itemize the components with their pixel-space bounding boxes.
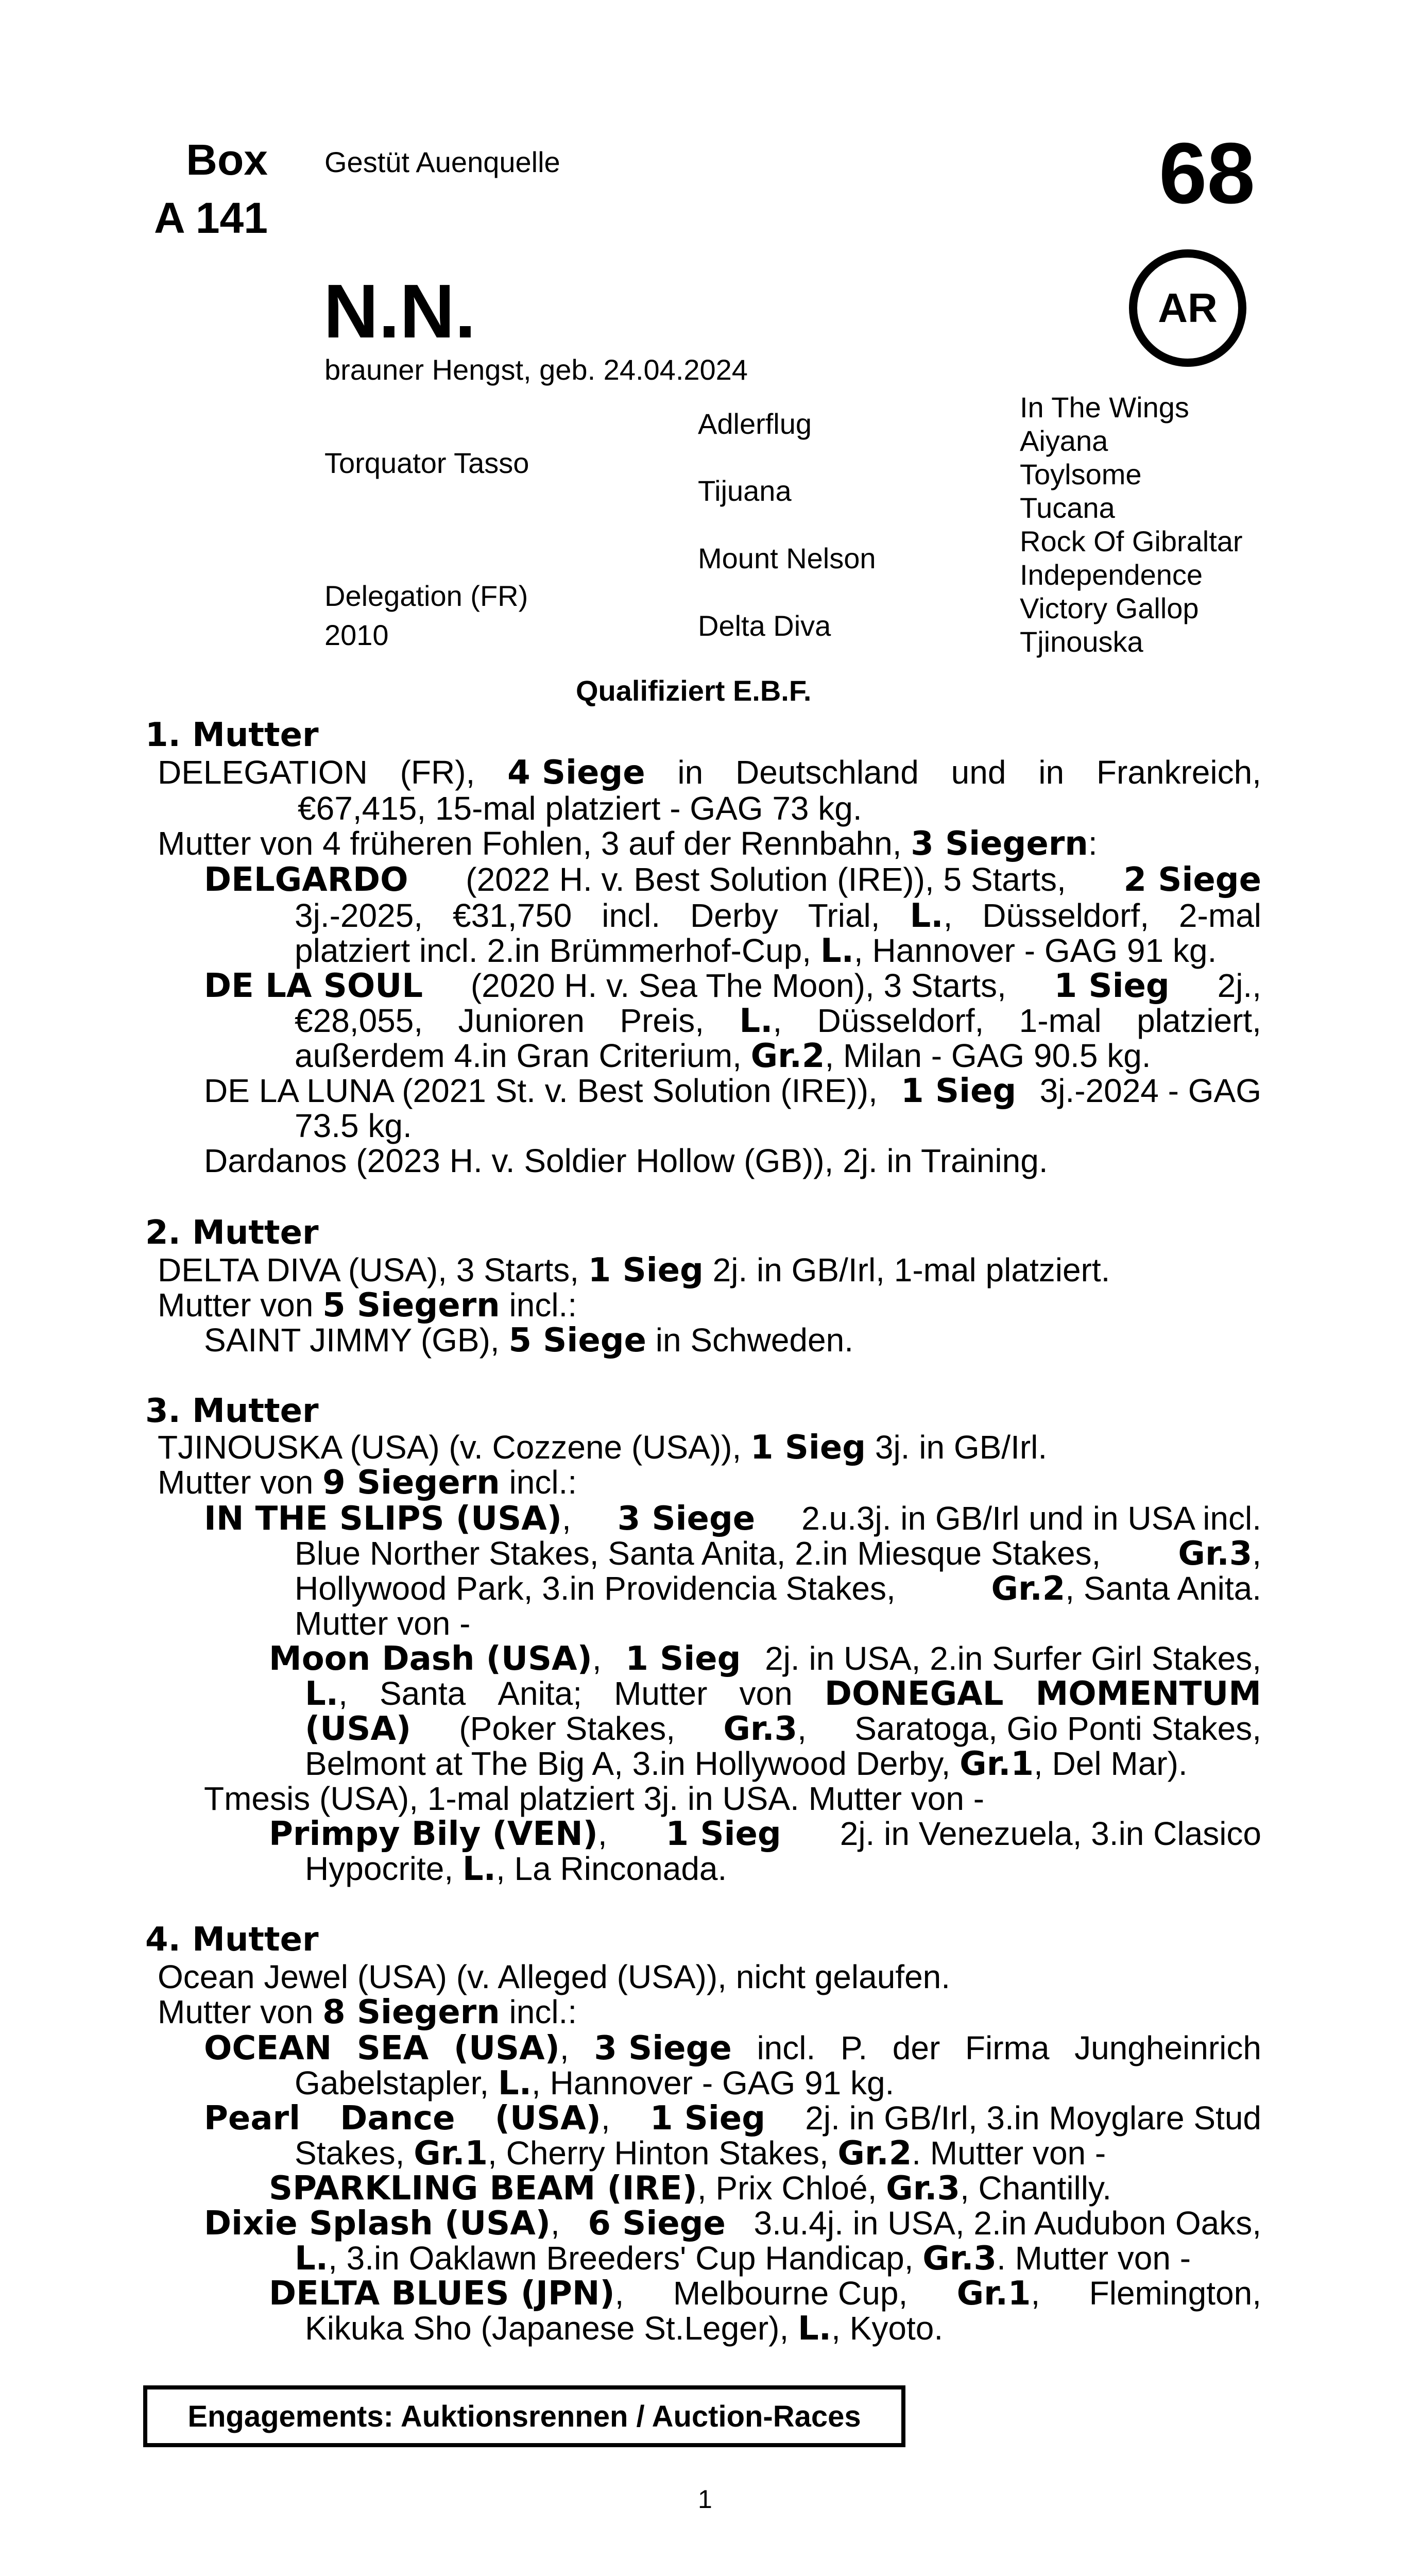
text-line: 73.5 kg.	[295, 1107, 412, 1144]
text-line: SAINT JIMMY (GB), 5 Siege in Schweden.	[204, 1321, 853, 1360]
text-line: DELTA DIVA (USA), 3 Starts, 1 Sieg 2j. in GB/Irl, 1-mal platziert.	[158, 1251, 1110, 1290]
text-line: Ocean Jewel (USA) (v. Alleged (USA)), nicht gelaufen.	[158, 1958, 951, 1995]
qualification: Qualifiziert E.B.F.	[576, 674, 812, 707]
pedigree-ggp: In The Wings	[1020, 391, 1189, 423]
text-line: L., Santa Anita; Mutter von DONEGAL MOMENTUM	[305, 1675, 1261, 1713]
horse-description: brauner Hengst, geb. 24.04.2024	[324, 353, 748, 386]
pedigree-ggp: Tjinouska	[1020, 625, 1143, 658]
text-line: Hollywood Park, 3.in Providencia Stakes, Gr.2, Santa Anita.	[295, 1570, 1261, 1608]
pedigree-grandparent: Tijuana	[698, 474, 792, 507]
pedigree-ggp: Aiyana	[1020, 425, 1108, 457]
section-heading-2: 2. Mutter	[145, 1214, 319, 1252]
text-line: Mutter von 8 Siegern incl.:	[158, 1993, 577, 2031]
text-line: Kikuka Sho (Japanese St.Leger), L., Kyoto.	[305, 2310, 944, 2348]
section-heading-4: 4. Mutter	[145, 1921, 319, 1959]
box-label: Box	[186, 135, 268, 184]
pedigree-grandparent: Delta Diva	[698, 609, 831, 642]
pedigree-dam: Delegation (FR)	[324, 580, 528, 612]
text-line: Belmont at The Big A, 3.in Hollywood Derby, Gr.1, Del Mar).	[305, 1745, 1188, 1783]
page-number: 1	[698, 2485, 712, 2514]
text-line: €28,055, Junioren Preis, L., Düsseldorf, 1-mal platziert,	[295, 1002, 1261, 1040]
text-line: DELTA BLUES (JPN), Melbourne Cup, Gr.1, Flemington,	[269, 2275, 1261, 2313]
pedigree-ggp: Toylsome	[1020, 458, 1142, 490]
text-line: Dardanos (2023 H. v. Soldier Hollow (GB)), 2j. in Training.	[204, 1142, 1048, 1179]
ar-badge-label: AR	[1158, 285, 1218, 331]
text-line: €67,415, 15-mal platziert - GAG 73 kg.	[298, 790, 862, 827]
pedigree-grandparent: Adlerflug	[698, 408, 812, 440]
text-line: Mutter von -	[295, 1605, 471, 1642]
pedigree-ggp: Victory Gallop	[1020, 592, 1199, 624]
lot-number: 68	[1159, 125, 1255, 222]
pedigree-sire: Torquator Tasso	[324, 447, 529, 479]
text-line: DE LA SOUL (2020 H. v. Sea The Moon), 3 Starts, 1 Sieg 2j.,	[204, 967, 1261, 1005]
ar-badge	[1129, 249, 1246, 367]
engagements-box	[143, 2385, 905, 2447]
text-line: Mutter von 9 Siegern incl.:	[158, 1464, 577, 1502]
text-line: platziert incl. 2.in Brümmerhof-Cup, L., Hannover - GAG 91 kg.	[295, 932, 1217, 970]
text-line: Tmesis (USA), 1-mal platziert 3j. in USA. Mutter von -	[204, 1780, 985, 1817]
text-line: Primpy Bily (VEN), 1 Sieg 2j. in Venezuela, 3.in Clasico	[269, 1815, 1261, 1853]
text-line: Dixie Splash (USA), 6 Siege 3.u.4j. in USA, 2.in Audubon Oaks,	[204, 2205, 1261, 2243]
text-line: DELEGATION (FR), 4 Siege in Deutschland und in Frankreich,	[158, 754, 1261, 792]
text-line: Mutter von 4 früheren Fohlen, 3 auf der Rennbahn, 3 Siegern:	[158, 825, 1098, 863]
text-line: Hypocrite, L., La Rinconada.	[305, 1850, 727, 1888]
text-line: DE LA LUNA (2021 St. v. Best Solution (IRE)), 1 Sieg 3j.-2024 - GAG	[204, 1072, 1261, 1110]
text-line: TJINOUSKA (USA) (v. Cozzene (USA)), 1 Sieg 3j. in GB/Irl.	[158, 1429, 1048, 1467]
pedigree-dam-year: 2010	[324, 619, 389, 651]
pedigree-ggp: Tucana	[1020, 492, 1115, 524]
text-line: außerdem 4.in Gran Criterium, Gr.2, Milan - GAG 90.5 kg.	[295, 1037, 1151, 1075]
breeder-name: Gestüt Auenquelle	[324, 146, 560, 178]
text-line: Blue Norther Stakes, Santa Anita, 2.in Miesque Stakes, Gr.3,	[295, 1535, 1261, 1573]
pedigree-ggp: Independence	[1020, 558, 1203, 591]
text-line: 3j.-2025, €31,750 incl. Derby Trial, L., Düsseldorf, 2-mal	[295, 897, 1261, 935]
text-line: SPARKLING BEAM (IRE), Prix Chloé, Gr.3, Chantilly.	[269, 2170, 1111, 2208]
text-line: IN THE SLIPS (USA), 3 Siege 2.u.3j. in GB/Irl und in USA incl.	[204, 1500, 1261, 1538]
engagements-label: Engagements: Auktionsrennen / Auction-Races	[187, 2399, 861, 2433]
text-line: Mutter von 5 Siegern incl.:	[158, 1286, 577, 1325]
pedigree-ggp: Rock Of Gibraltar	[1020, 525, 1243, 557]
text-line: OCEAN SEA (USA), 3 Siege incl. P. der Firma Jungheinrich	[204, 2029, 1261, 2067]
text-line: Gabelstapler, L., Hannover - GAG 91 kg.	[295, 2064, 895, 2103]
section-heading-3: 3. Mutter	[145, 1392, 319, 1430]
text-line: Stakes, Gr.1, Cherry Hinton Stakes, Gr.2. Mutter von -	[295, 2134, 1106, 2173]
pedigree-grandparent: Mount Nelson	[698, 542, 876, 574]
section-heading-1: 1. Mutter	[145, 716, 319, 754]
text-line: Pearl Dance (USA), 1 Sieg 2j. in GB/Irl, 3.in Moyglare Stud	[204, 2099, 1261, 2138]
pedigree-great-grandparents	[1020, 391, 1243, 658]
text-line: L., 3.in Oaklawn Breeders' Cup Handicap, Gr.3. Mutter von -	[295, 2240, 1191, 2278]
horse-name: N.N.	[323, 269, 476, 354]
text-line: Moon Dash (USA), 1 Sieg 2j. in USA, 2.in Surfer Girl Stakes,	[269, 1640, 1261, 1678]
text-line: DELGARDO (2022 H. v. Best Solution (IRE)), 5 Starts, 2 Siege	[204, 861, 1261, 899]
box-number: A 141	[153, 194, 268, 242]
text-line: (USA) (Poker Stakes, Gr.3, Saratoga, Gio Ponti Stakes,	[305, 1710, 1261, 1748]
